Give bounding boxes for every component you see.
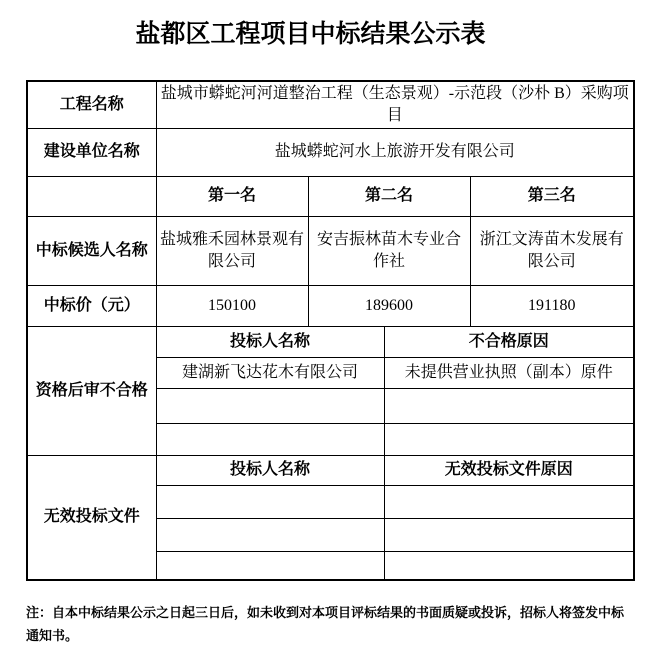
invalid-bid-reason	[384, 485, 634, 518]
post-review-bidder	[156, 423, 384, 455]
post-review-bidder	[156, 388, 384, 423]
bid-price-third: 191180	[470, 285, 634, 326]
invalid-bid-reason-header: 无效投标文件原因	[384, 455, 634, 485]
owner-name-value: 盐城蟒蛇河水上旅游开发有限公司	[156, 128, 634, 176]
candidates-row	[27, 216, 634, 285]
owner-name-label: 建设单位名称	[27, 128, 156, 176]
post-review-bidder-header: 投标人名称	[156, 326, 384, 357]
invalid-bid-label: 无效投标文件	[27, 455, 156, 580]
rank-header-row	[27, 176, 634, 216]
candidates-label: 中标候选人名称	[27, 216, 156, 285]
bid-price-second: 189600	[308, 285, 470, 326]
project-name-row	[27, 81, 634, 128]
invalid-bid-bidder	[156, 485, 384, 518]
post-review-reason-header: 不合格原因	[384, 326, 634, 357]
footer-note-line: 通知书。	[26, 628, 79, 643]
bid-price-label: 中标价（元）	[27, 285, 156, 326]
invalid-bid-bidder-header: 投标人名称	[156, 455, 384, 485]
footer-note-line: 注：自本中标结果公示之日起三日后，如未收到对本项目评标结果的书面质疑或投诉，招标人将签发中标	[26, 605, 625, 620]
candidate-third: 浙江文涛苗木发展有限公司	[470, 216, 634, 285]
owner-name-row	[27, 128, 634, 176]
footer-note	[26, 601, 626, 647]
page-title: 盐都区工程项目中标结果公示表	[135, 21, 486, 48]
bid-price-first: 150100	[156, 285, 308, 326]
rank-header-second: 第二名	[308, 176, 470, 216]
invalid-bid-reason	[384, 518, 634, 551]
invalid-bid-reason	[384, 551, 634, 580]
invalid-bid-bidder	[156, 551, 384, 580]
post-review-reason	[384, 423, 634, 455]
post-review-header-row	[27, 326, 634, 357]
candidate-first: 盐城雅禾园林景观有限公司	[156, 216, 308, 285]
bid-price-row	[27, 285, 634, 326]
post-review-bidder: 建湖新飞达花木有限公司	[156, 357, 384, 388]
invalid-bid-header-row	[27, 455, 634, 485]
project-name-label: 工程名称	[27, 81, 156, 128]
rank-header-third: 第三名	[470, 176, 634, 216]
post-review-reason: 未提供营业执照（副本）原件	[384, 357, 634, 388]
project-name-value: 盐城市蟒蛇河河道整治工程（生态景观）-示范段（沙朴 B）采购项目	[156, 81, 634, 128]
invalid-bid-bidder	[156, 518, 384, 551]
bid-result-table	[26, 80, 635, 581]
rank-header-first: 第一名	[156, 176, 308, 216]
post-review-reason	[384, 388, 634, 423]
rank-header-spacer	[27, 176, 156, 216]
candidate-second: 安吉振林苗木专业合作社	[308, 216, 470, 285]
post-review-label: 资格后审不合格	[27, 326, 156, 455]
